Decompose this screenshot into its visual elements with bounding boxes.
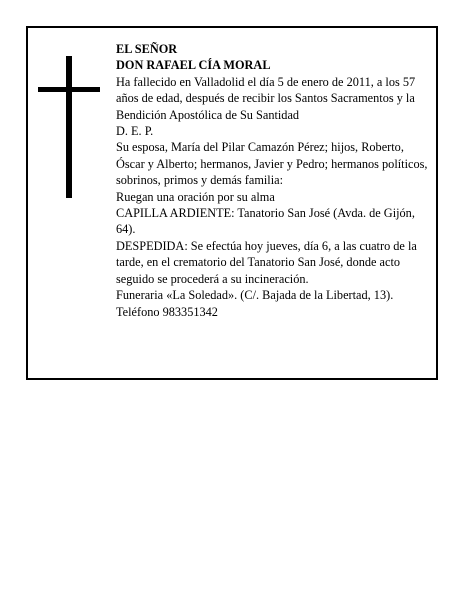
obituary-notice (26, 26, 438, 380)
deceased-name: DON RAFAEL CÍA MORAL (116, 58, 271, 73)
family-list: Su esposa, María del Pilar Camazón Pérez; hijos, Roberto, Óscar y Alberto; hermanos, Javier y Pedro; hermanos políticos, sobrinos, primos y demás familia: (116, 140, 428, 188)
rip-abbreviation: D. E. P. (116, 124, 154, 139)
phone-number: Teléfono 983351342 (116, 304, 218, 319)
chapel-info: CAPILLA ARDIENTE: Tanatorio San José (Avda. de Gijón, 64). (116, 206, 415, 237)
cross-horizontal-bar (38, 87, 100, 92)
funeral-home-info: Funeraria «La Soledad». (C/. Bajada de la Libertad, 13). (116, 288, 394, 303)
notice-title-line-1: EL SEÑOR (116, 42, 178, 56)
notice-text (116, 41, 432, 320)
cross-vertical-bar (66, 56, 72, 198)
farewell-info: DESPEDIDA: Se efectúa hoy jueves, día 6, a las cuatro de la tarde, en el crematorio del Tanatorio San José, donde acto seguido se procederá a su incineración. (116, 238, 417, 286)
cross-icon (38, 56, 102, 198)
prayer-request: Ruegan una oración por su alma (116, 189, 275, 204)
death-announcement: Ha fallecido en Valladolid el día 5 de enero de 2011, a los 57 años de edad, después de recibir los Santos Sacramentos y la Bendición Apostólica de Su Santidad (116, 74, 416, 122)
